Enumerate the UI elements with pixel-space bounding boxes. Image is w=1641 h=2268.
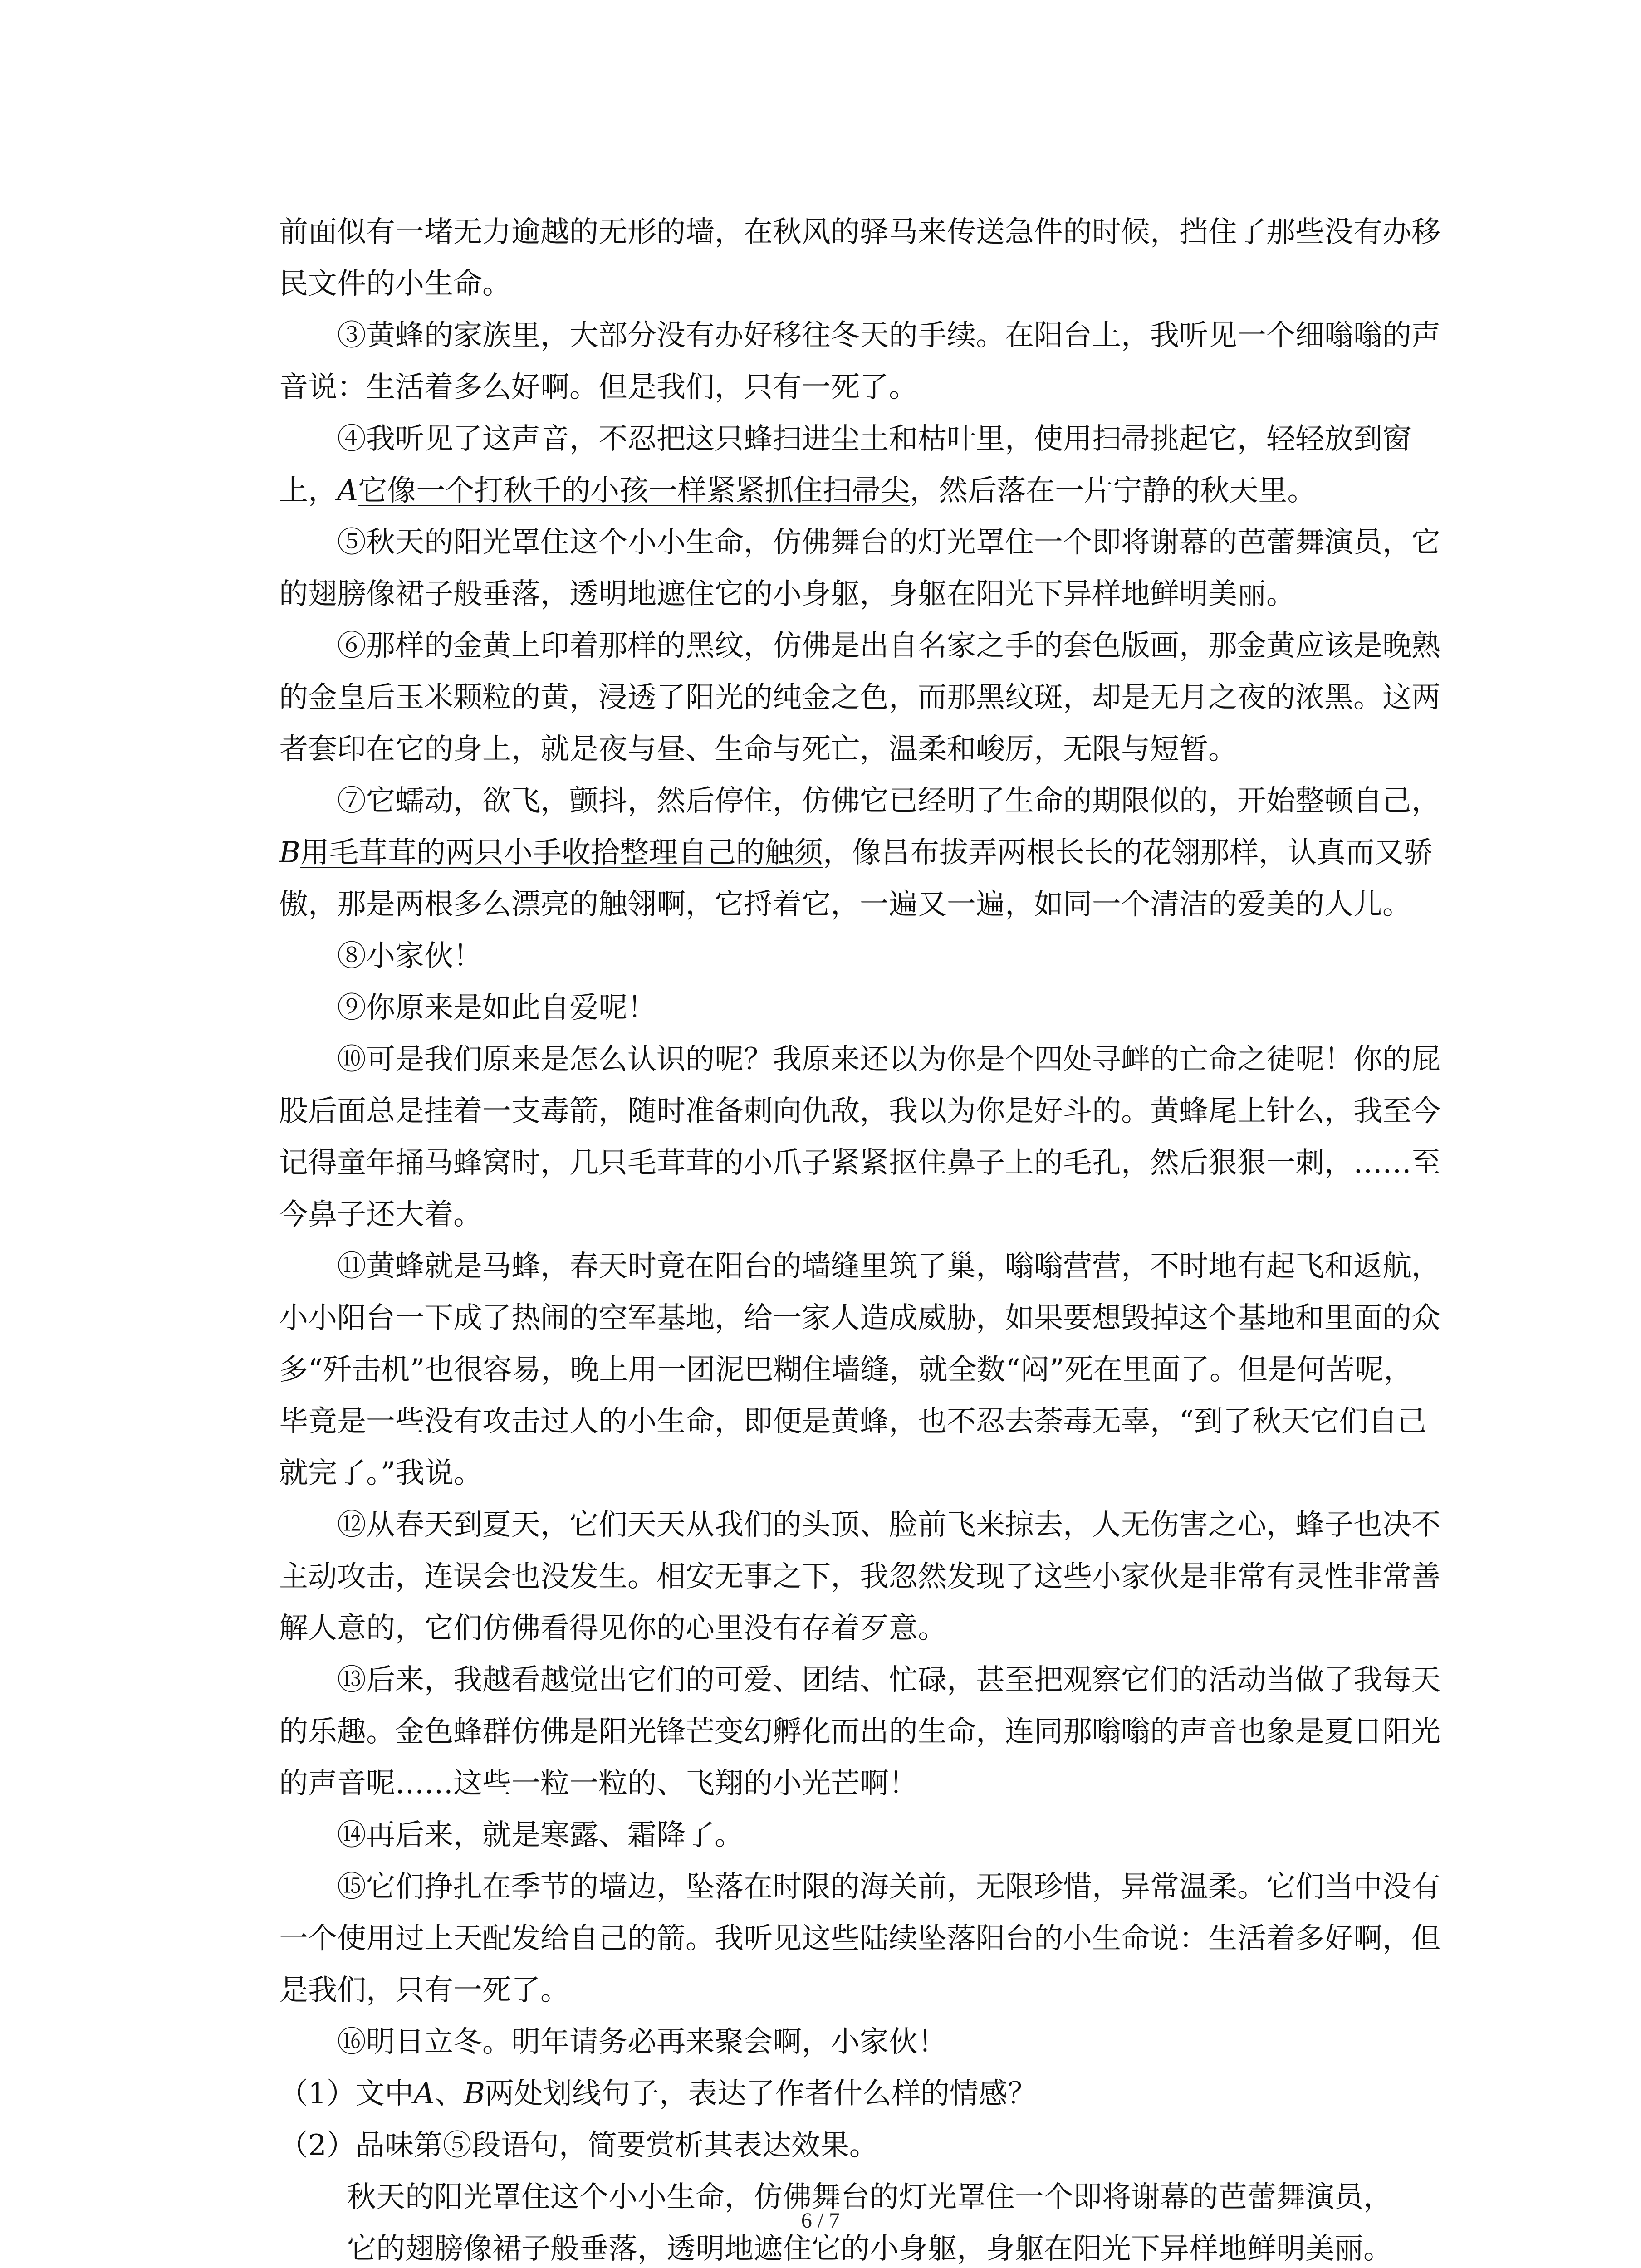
underlined-sentence-a: 它像一个打秋千的小孩一样紧紧抓住扫帚尖 <box>358 474 910 508</box>
paragraph-9: ⑨你原来是如此自爱呢！ <box>337 991 656 1025</box>
question-1 <box>279 2068 1440 2120</box>
paragraph-7-end: ，像吕布拔弄两根长长的花翎那样，认真而又骄傲，那是两根多么漂亮的触翎啊，它捋着它，一遍又一遍，如同一个清洁的爱美的人儿。 <box>279 836 1433 921</box>
article-body <box>279 206 1440 2268</box>
paragraph-4-end: ，然后落在一片宁静的秋天里。 <box>910 474 1317 508</box>
paragraph-continued: 前面似有一堵无力逾越的无形的墙，在秋风的驿马来传送急件的时候，挡住了那些没有办移民文件的小生命。 <box>279 215 1440 301</box>
paragraph-12: ⑫从春天到夏天，它们天天从我们的头顶、脸前飞来掠去，人无伤害之心，蜂子也决不主动攻击，连误会也没发生。相安无事之下，我忽然发现了这些小家伙是非常有灵性非常善解人意的，它们仿佛看得见你的心里没有存着歹意。 <box>279 1508 1440 1645</box>
paragraph-4 <box>279 413 1440 517</box>
question-2-quote-line-2: 它的翅膀像裙子般垂落，透明地遮住它的小身躯，身躯在阳光下异样地鲜明美丽。 <box>347 2232 1392 2266</box>
paragraph-16: ⑯明日立冬。明年请务必再来聚会啊，小家伙！ <box>337 2025 947 2059</box>
question-2: （2）品味第⑤段语句，简要赏析其表达效果。 <box>279 2129 878 2162</box>
paragraph-10: ⑩可是我们原来是怎么认识的呢？我原来还以为你是个四处寻衅的亡命之徒呢！你的屁股后面总是挂着一支毒箭，随时准备刺向仇敌，我以为你是好斗的。黄蜂尾上针么，我至今记得童年捅马蜂窝时，几只毛茸茸的小爪子紧紧抠住鼻子上的毛孔，然后狠狠一刺，……至今鼻子还大着。 <box>279 1043 1440 1232</box>
question-1-label-a: A <box>413 2077 435 2111</box>
question-2-quote-line-1: 秋天的阳光罩住这个小小生命，仿佛舞台的灯光罩住一个即将谢幕的芭蕾舞演员， <box>347 2180 1392 2214</box>
paragraph-5: ⑤秋天的阳光罩住这个小小生命，仿佛舞台的灯光罩住一个即将谢幕的芭蕾舞演员，它的翅膀像裙子般垂落，透明地遮住它的小身躯，身躯在阳光下异样地鲜明美丽。 <box>279 526 1440 611</box>
paragraph-8: ⑧小家伙！ <box>337 939 482 973</box>
paragraph-7 <box>279 775 1440 930</box>
question-1-start: （1）文中 <box>279 2077 414 2111</box>
paragraph-15: ⑮它们挣扎在季节的墙边，坠落在时限的海关前，无限珍惜，异常温柔。它们当中没有一个使用过上天配发给自己的箭。我听见这些陆续坠落阳台的小生命说：生活着多好啊，但是我们，只有一死了。 <box>279 1870 1440 2007</box>
paragraph-13: ⑬后来，我越看越觉出它们的可爱、团结、忙碌，甚至把观察它们的活动当做了我每天的乐趣。金色蜂群仿佛是阳光锋芒变幻孵化而出的生命，连同那嗡嗡的声音也象是夏日阳光的声音呢……这些一粒一粒的、飞翔的小光芒啊！ <box>279 1663 1440 1800</box>
underlined-sentence-b: 用毛茸茸的两只小手收拾整理自己的触须 <box>300 836 823 870</box>
question-1-separator: 、 <box>434 2077 464 2111</box>
question-1-label-b: B <box>463 2077 485 2111</box>
label-b: B <box>279 836 301 870</box>
page-number: 6 / 7 <box>801 2209 840 2233</box>
paragraph-11: ⑪黄蜂就是马蜂，春天时竟在阳台的墙缝里筑了巢，嗡嗡营营，不时地有起飞和返航，小小阳台一下成了热闹的空军基地，给一家人造成威胁，如果要想毁掉这个基地和里面的众多“歼击机”也很容易，晚上用一团泥巴糊住墙缝，就全数“闷”死在里面了。但是何苦呢，毕竟是一些没有攻击过人的小生命，即便是黄蜂，也不忍去荼毒无辜，“到了秋天它们自己就完了。”我说。 <box>279 1250 1440 1490</box>
paragraph-7-start: ⑦它蠕动，欲飞，颤抖，然后停住，仿佛它已经明了生命的期限似的，开始整顿自己， <box>337 784 1440 818</box>
paragraph-6: ⑥那样的金黄上印着那样的黑纹，仿佛是出自名家之手的套色版画，那金黄应该是晚熟的金皇后玉米颗粒的黄，浸透了阳光的纯金之色，而那黑纹斑，却是无月之夜的浓黑。这两者套印在它的身上，就是夜与昼、生命与死亡，温柔和峻厉，无限与短暂。 <box>279 629 1440 766</box>
paragraph-3: ③黄蜂的家族里，大部分没有办好移往冬天的手续。在阳台上，我听见一个细嗡嗡的声音说：生活着多么好啊。但是我们，只有一死了。 <box>279 319 1440 404</box>
label-a: A <box>337 474 358 508</box>
paragraph-14: ⑭再后来，就是寒露、霜降了。 <box>337 1818 744 1852</box>
question-1-end: 两处划线句子，表达了作者什么样的情感？ <box>485 2077 1037 2111</box>
paragraph-4-start: ④我听见了这声音，不忍把这只蜂扫进尘土和枯叶里，使用扫帚挑起它，轻轻放到窗上， <box>279 422 1411 508</box>
